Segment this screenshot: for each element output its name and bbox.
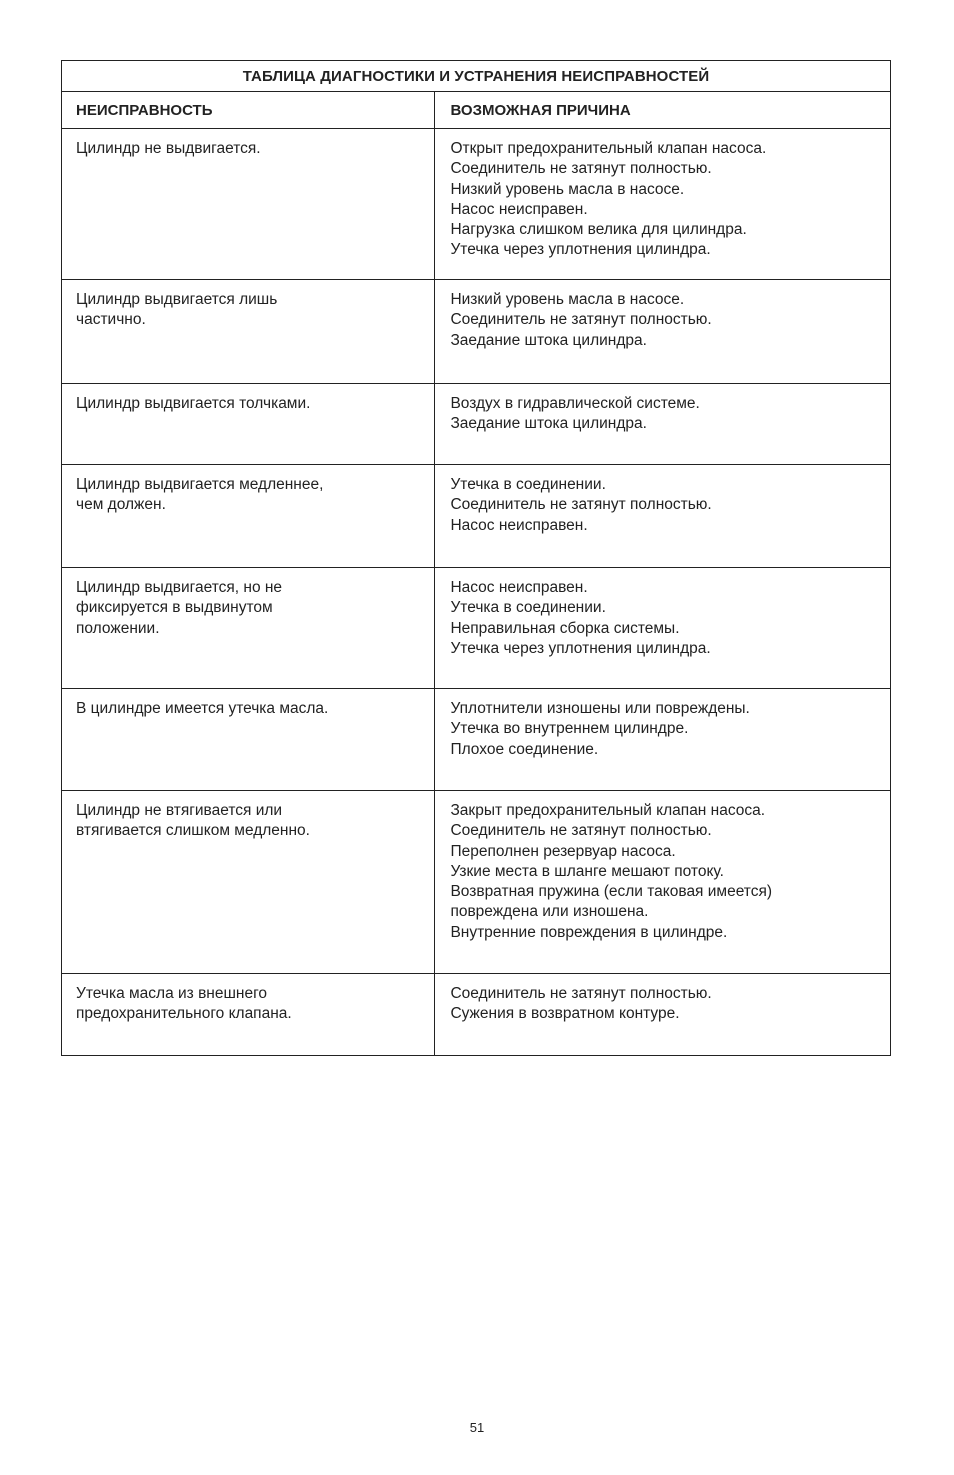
- fault-text: Цилиндр выдвигается толчками.: [76, 395, 311, 412]
- fault-text: фиксируется в выдвинутом: [76, 599, 273, 617]
- fault-cell: [62, 465, 435, 568]
- cause-text: Неправильная сборка системы.: [450, 619, 680, 637]
- fault-cell: [62, 791, 435, 974]
- cause-text: Соединитель не затянут полностью.: [450, 822, 712, 840]
- cause-text: Низкий уровень масла в насосе.: [450, 291, 685, 308]
- table-row: [62, 465, 891, 568]
- header-cause: ВОЗМОЖНАЯ ПРИЧИНА: [435, 92, 891, 129]
- cause-cell: [435, 280, 891, 384]
- cause-cell: [435, 974, 891, 1056]
- fault-text: Цилиндр не втягивается или: [76, 802, 283, 819]
- fault-text: Цилиндр выдвигается медленнее,: [76, 476, 324, 493]
- cause-text: Сужения в возвратном контуре.: [450, 1005, 680, 1023]
- cause-text: Закрыт предохранительный клапан насоса.: [450, 802, 766, 819]
- cause-text: Утечка через уплотнения цилиндра.: [450, 639, 711, 657]
- cause-text: Узкие места в шланге мешают потоку.: [450, 862, 724, 880]
- cause-text: Внутренние повреждения в цилиндре.: [450, 923, 728, 941]
- cause-cell: [435, 568, 891, 689]
- table-title: ТАБЛИЦА ДИАГНОСТИКИ И УСТРАНЕНИЯ НЕИСПРАВНОСТЕЙ: [62, 61, 891, 92]
- cause-text: Утечка в соединении.: [450, 476, 606, 493]
- cause-cell: [435, 384, 891, 465]
- fault-text: Цилиндр не выдвигается.: [76, 140, 261, 157]
- cause-text: Уплотнители изношены или повреждены.: [450, 700, 750, 717]
- cause-text: Насос неисправен.: [450, 200, 588, 218]
- fault-text: предохранительного клапана.: [76, 1005, 292, 1023]
- cause-text: Соединитель не затянут полностью.: [450, 496, 712, 514]
- table-row: [62, 384, 891, 465]
- cause-cell: [435, 791, 891, 974]
- cause-text: Плохое соединение.: [450, 740, 599, 758]
- cause-text: Низкий уровень масла в насосе.: [450, 180, 685, 198]
- cause-text: Нагрузка слишком велика для цилиндра.: [450, 221, 747, 239]
- cause-text: Соединитель не затянут полностью.: [450, 160, 712, 178]
- fault-text: положении.: [76, 619, 160, 637]
- cause-text: Утечка во внутреннем цилиндре.: [450, 720, 689, 738]
- fault-text: Утечка масла из внешнего: [76, 985, 268, 1002]
- fault-cell: [62, 974, 435, 1056]
- troubleshooting-table: [61, 60, 891, 1056]
- cause-text: Воздух в гидравлической системе.: [450, 395, 700, 412]
- cause-text: Возвратная пружина (если таковая имеется): [450, 883, 773, 901]
- table-row: [62, 129, 891, 280]
- fault-cell: [62, 568, 435, 689]
- cause-text: Открыт предохранительный клапан насоса.: [450, 140, 767, 157]
- fault-text: втягивается слишком медленно.: [76, 822, 310, 840]
- fault-text: Цилиндр выдвигается, но не: [76, 579, 283, 596]
- table-row: [62, 974, 891, 1056]
- fault-text: Цилиндр выдвигается лишь: [76, 291, 278, 308]
- page-number: 51: [469, 1420, 485, 1435]
- table-title-row: [62, 61, 891, 92]
- cause-text: Соединитель не затянут полностью.: [450, 311, 712, 329]
- table-row: [62, 689, 891, 791]
- table-row: [62, 791, 891, 974]
- cause-text: повреждена или изношена.: [450, 903, 649, 921]
- cause-text: Переполнен резервуар насоса.: [450, 842, 676, 860]
- table-row: [62, 568, 891, 689]
- header-fault: НЕИСПРАВНОСТЬ: [62, 92, 435, 129]
- cause-text: Заедание штока цилиндра.: [450, 415, 647, 433]
- fault-cell: [62, 689, 435, 791]
- cause-cell: [435, 465, 891, 568]
- cause-text: Насос неисправен.: [450, 579, 588, 596]
- table-row: [62, 280, 891, 384]
- fault-text: чем должен.: [76, 496, 166, 514]
- fault-text: В цилиндре имеется утечка масла.: [76, 700, 329, 717]
- fault-cell: [62, 384, 435, 465]
- table-header-row: [62, 92, 891, 129]
- fault-text: частично.: [76, 311, 146, 329]
- cause-text: Соединитель не затянут полностью.: [450, 985, 712, 1002]
- cause-text: Насос неисправен.: [450, 516, 588, 534]
- table-body: [62, 129, 891, 1056]
- fault-cell: [62, 280, 435, 384]
- cause-text: Утечка в соединении.: [450, 599, 606, 617]
- cause-cell: [435, 689, 891, 791]
- fault-cell: [62, 129, 435, 280]
- cause-text: Утечка через уплотнения цилиндра.: [450, 241, 711, 259]
- cause-text: Заедание штока цилиндра.: [450, 331, 647, 349]
- cause-cell: [435, 129, 891, 280]
